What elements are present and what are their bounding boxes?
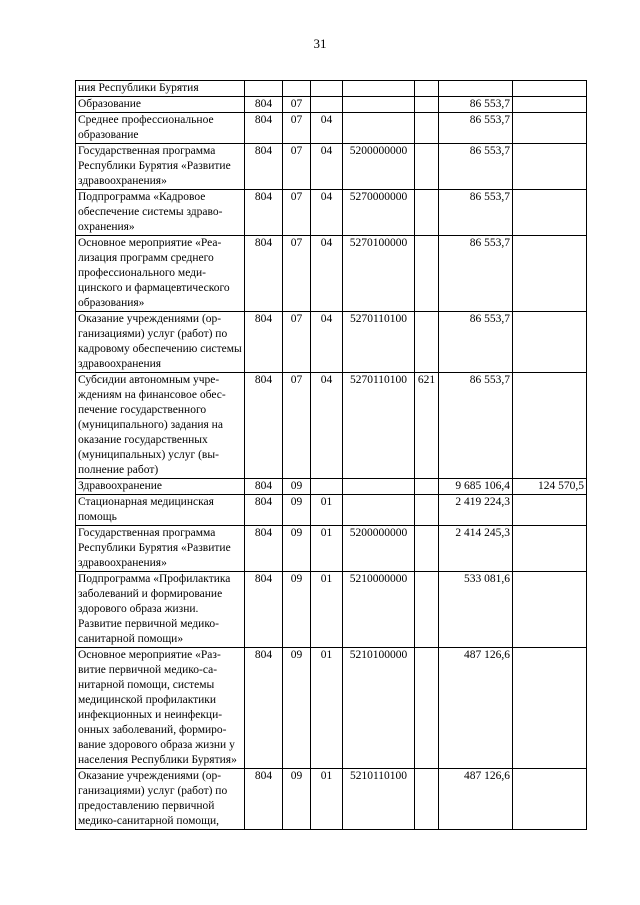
row-name: Оказание учреждениями (организациями) услуг (работ) по кадровому обеспечению системы здравоохранения — [76, 312, 245, 373]
section-code: 07 — [283, 97, 311, 113]
amount-extra-value — [513, 648, 587, 769]
section-code — [283, 81, 311, 97]
target-article-code: 5200000000 — [343, 144, 415, 190]
amount-extra-value — [513, 312, 587, 373]
row-name: Государственная программа Республики Бурятия «Развитие здравоохранения» — [76, 144, 245, 190]
target-article-code: 5270000000 — [343, 190, 415, 236]
section-code: 09 — [283, 572, 311, 648]
section-code: 07 — [283, 373, 311, 479]
section-code: 07 — [283, 144, 311, 190]
section-code: 07 — [283, 113, 311, 144]
amount-value: 86 553,7 — [439, 373, 513, 479]
ministry-code: 804 — [245, 373, 283, 479]
expense-type-code — [415, 236, 439, 312]
table-row — [76, 190, 587, 236]
table-row — [76, 113, 587, 144]
amount-value: 2 414 245,3 — [439, 526, 513, 572]
section-code: 09 — [283, 479, 311, 495]
row-name: Подпрограмма «Кадровое обеспечение системы здравоохранения» — [76, 190, 245, 236]
amount-value: 86 553,7 — [439, 190, 513, 236]
table-row — [76, 97, 587, 113]
table-row — [76, 526, 587, 572]
expense-type-code — [415, 769, 439, 830]
expense-type-code — [415, 97, 439, 113]
subsection-code: 01 — [311, 572, 343, 648]
expense-type-code — [415, 648, 439, 769]
amount-extra-value — [513, 236, 587, 312]
amount-extra-value — [513, 769, 587, 830]
ministry-code: 804 — [245, 113, 283, 144]
amount-extra-value — [513, 495, 587, 526]
expense-type-code — [415, 526, 439, 572]
subsection-code — [311, 81, 343, 97]
ministry-code: 804 — [245, 479, 283, 495]
ministry-code: 804 — [245, 312, 283, 373]
row-name: Государственная программа Республики Бурятия «Развитие здравоохранения» — [76, 526, 245, 572]
subsection-code: 01 — [311, 526, 343, 572]
subsection-code: 04 — [311, 373, 343, 479]
budget-table — [75, 80, 587, 830]
expense-type-code — [415, 144, 439, 190]
row-name: Стационарная медицинская помощь — [76, 495, 245, 526]
amount-value — [439, 81, 513, 97]
ministry-code: 804 — [245, 236, 283, 312]
amount-value: 86 553,7 — [439, 144, 513, 190]
table-row — [76, 81, 587, 97]
table-row — [76, 572, 587, 648]
table-row — [76, 312, 587, 373]
ministry-code: 804 — [245, 495, 283, 526]
section-code: 09 — [283, 769, 311, 830]
target-article-code — [343, 81, 415, 97]
amount-value: 487 126,6 — [439, 648, 513, 769]
row-name: Основное мероприятие «Развитие первичной медико-санитарной помощи, системы медицинской профилактики инфекционных и неинфекционных заболеваний, формирование здорового образа жизни у населения Республики Бурятия» — [76, 648, 245, 769]
row-name: Образование — [76, 97, 245, 113]
table-row — [76, 236, 587, 312]
subsection-code: 01 — [311, 648, 343, 769]
amount-value: 86 553,7 — [439, 97, 513, 113]
subsection-code: 04 — [311, 113, 343, 144]
row-name: Подпрограмма «Профилактика заболеваний и формирование здорового образа жизни. Развитие первичной медико-санитарной помощи» — [76, 572, 245, 648]
row-name: Среднее профессиональное образование — [76, 113, 245, 144]
target-article-code — [343, 479, 415, 495]
target-article-code — [343, 495, 415, 526]
row-name: Оказание учреждениями (организациями) услуг (работ) по предоставлению первичной медико-санитарной помощи, — [76, 769, 245, 830]
section-code: 07 — [283, 190, 311, 236]
subsection-code: 04 — [311, 190, 343, 236]
amount-extra-value — [513, 144, 587, 190]
page-number: 31 — [313, 36, 327, 51]
target-article-code: 5210110100 — [343, 769, 415, 830]
expense-type-code — [415, 312, 439, 373]
subsection-code: 04 — [311, 236, 343, 312]
amount-extra-value — [513, 526, 587, 572]
ministry-code: 804 — [245, 526, 283, 572]
ministry-code: 804 — [245, 190, 283, 236]
subsection-code — [311, 479, 343, 495]
table-row — [76, 479, 587, 495]
amount-extra-value — [513, 373, 587, 479]
target-article-code — [343, 113, 415, 144]
section-code: 09 — [283, 495, 311, 526]
target-article-code: 5200000000 — [343, 526, 415, 572]
amount-value: 86 553,7 — [439, 236, 513, 312]
expense-type-code — [415, 479, 439, 495]
row-name: ния Республики Бурятия — [76, 81, 245, 97]
ministry-code: 804 — [245, 648, 283, 769]
expense-type-code — [415, 190, 439, 236]
target-article-code: 5210100000 — [343, 648, 415, 769]
section-code: 07 — [283, 312, 311, 373]
table-row — [76, 648, 587, 769]
target-article-code — [343, 97, 415, 113]
amount-extra-value — [513, 97, 587, 113]
section-code: 09 — [283, 526, 311, 572]
amount-extra-value — [513, 572, 587, 648]
subsection-code: 01 — [311, 495, 343, 526]
ministry-code: 804 — [245, 97, 283, 113]
ministry-code: 804 — [245, 572, 283, 648]
subsection-code: 01 — [311, 769, 343, 830]
ministry-code: 804 — [245, 769, 283, 830]
section-code: 07 — [283, 236, 311, 312]
ministry-code: 804 — [245, 144, 283, 190]
target-article-code: 5270110100 — [343, 373, 415, 479]
section-code: 09 — [283, 648, 311, 769]
amount-extra-value — [513, 190, 587, 236]
target-article-code: 5270100000 — [343, 236, 415, 312]
amount-value: 533 081,6 — [439, 572, 513, 648]
subsection-code: 04 — [311, 312, 343, 373]
row-name: Субсидии автономным учреждениям на финансовое обеспечение государственного (муниципального) задания на оказание государственных (муниципальных) услуг (выполнение работ) — [76, 373, 245, 479]
expense-type-code: 621 — [415, 373, 439, 479]
amount-value: 9 685 106,4 — [439, 479, 513, 495]
row-name: Здравоохранение — [76, 479, 245, 495]
expense-type-code — [415, 81, 439, 97]
amount-value: 86 553,7 — [439, 113, 513, 144]
table-row — [76, 769, 587, 830]
amount-value: 2 419 224,3 — [439, 495, 513, 526]
subsection-code — [311, 97, 343, 113]
row-name: Основное мероприятие «Реализация программ среднего профессионального медицинского и фармацевтического образования» — [76, 236, 245, 312]
amount-value: 86 553,7 — [439, 312, 513, 373]
amount-extra-value — [513, 113, 587, 144]
subsection-code: 04 — [311, 144, 343, 190]
expense-type-code — [415, 495, 439, 526]
target-article-code: 5210000000 — [343, 572, 415, 648]
expense-type-code — [415, 572, 439, 648]
table-row — [76, 373, 587, 479]
expense-type-code — [415, 113, 439, 144]
amount-extra-value — [513, 81, 587, 97]
table-row — [76, 495, 587, 526]
amount-value: 487 126,6 — [439, 769, 513, 830]
target-article-code: 5270110100 — [343, 312, 415, 373]
ministry-code — [245, 81, 283, 97]
amount-extra-value: 124 570,5 — [513, 479, 587, 495]
table-row — [76, 144, 587, 190]
